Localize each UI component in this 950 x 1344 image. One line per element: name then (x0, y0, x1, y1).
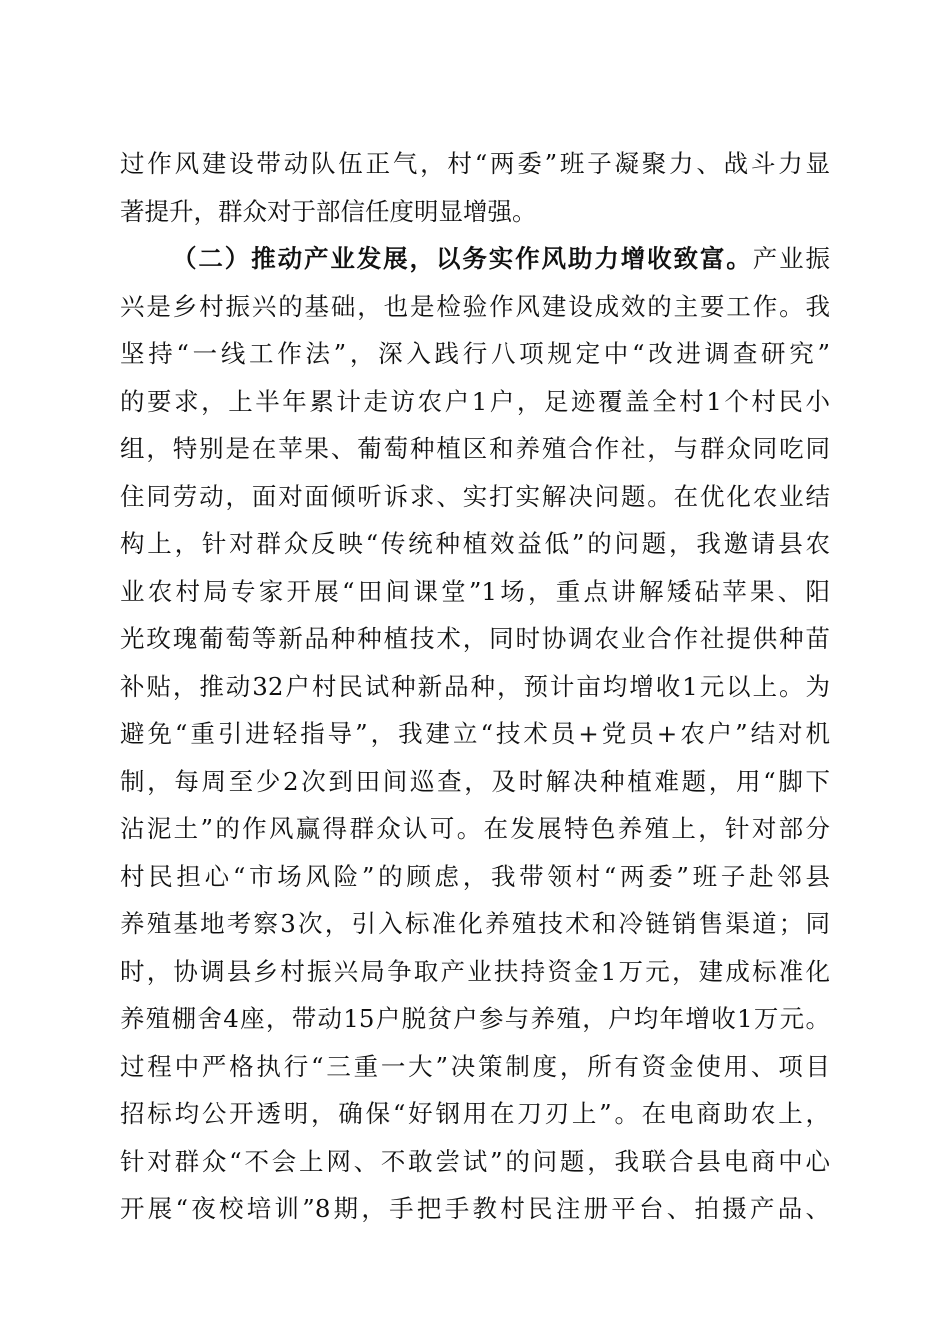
heading-line-continuation: 产业振 (752, 244, 830, 273)
text-line: 业农村局专家开展“田间课堂”1场，重点讲解矮砧苹果、阳 (120, 576, 830, 606)
section-heading: （二）推动产业发展，以务实作风助力增收致富。 (172, 244, 753, 273)
text-line: 的要求，上半年累计走访农户1户，足迹覆盖全村1个村民小 (120, 386, 830, 416)
text-line: 过程中严格执行“三重一大”决策制度，所有资金使用、项目 (120, 1051, 830, 1081)
text-line: 住同劳动，面对面倾听诉求、实打实解决问题。在优化农业结 (120, 481, 830, 511)
text-line: 招标均公开透明，确保“好钢用在刀刃上”。在电商助农上， (120, 1099, 830, 1128)
text-line: 养殖棚舍4座，带动15户脱贫户参与养殖，户均年增收1万元。 (120, 1004, 830, 1033)
text-line: 村民担心“市场风险”的顾虑，我带领村“两委”班子赴邻县 (120, 861, 830, 891)
section-heading-line (120, 235, 830, 283)
text-line: 时，协调县乡村振兴局争取产业扶持资金1万元，建成标准化 (120, 956, 830, 986)
text-line: 坚持“一线工作法”，深入践行八项规定中“改进调查研究” (120, 339, 830, 368)
text-line: 过作风建设带动队伍正气，村“两委”班子凝聚力、战斗力显 (120, 149, 830, 178)
text-line: 针对群众“不会上网、不敢尝试”的问题，我联合县电商中心 (120, 1146, 830, 1176)
text-line: 构上，针对群众反映“传统种植效益低”的问题，我邀请县农 (120, 529, 830, 558)
body-text (120, 140, 830, 1233)
text-line: 制，每周至少2次到田间巡查，及时解决种植难题，用“脚下 (120, 766, 830, 796)
text-line: 著提升，群众对于部信任度明显增强。 (120, 196, 537, 226)
text-line: 避免“重引进轻指导”，我建立“技术员+党员+农户”结对机 (120, 719, 830, 748)
text-line: 组，特别是在苹果、葡萄种植区和养殖合作社，与群众同吃同 (120, 434, 830, 463)
text-line: 补贴，推动32户村民试种新品种，预计亩均增收1元以上。为 (120, 671, 830, 701)
text-line: 沾泥土”的作风赢得群众认可。在发展特色养殖上，针对部分 (120, 814, 830, 843)
text-line: 养殖基地考察3次，引入标准化养殖技术和冷链销售渠道；同 (120, 909, 830, 938)
text-line: 光玫瑰葡萄等新品种种植技术，同时协调农业合作社提供种苗 (120, 624, 830, 653)
text-line: 开展“夜校培训”8期，手把手教村民注册平台、拍摄产品、 (120, 1194, 830, 1223)
text-line: 兴是乡村振兴的基础，也是检验作风建设成效的主要工作。我 (120, 291, 830, 321)
